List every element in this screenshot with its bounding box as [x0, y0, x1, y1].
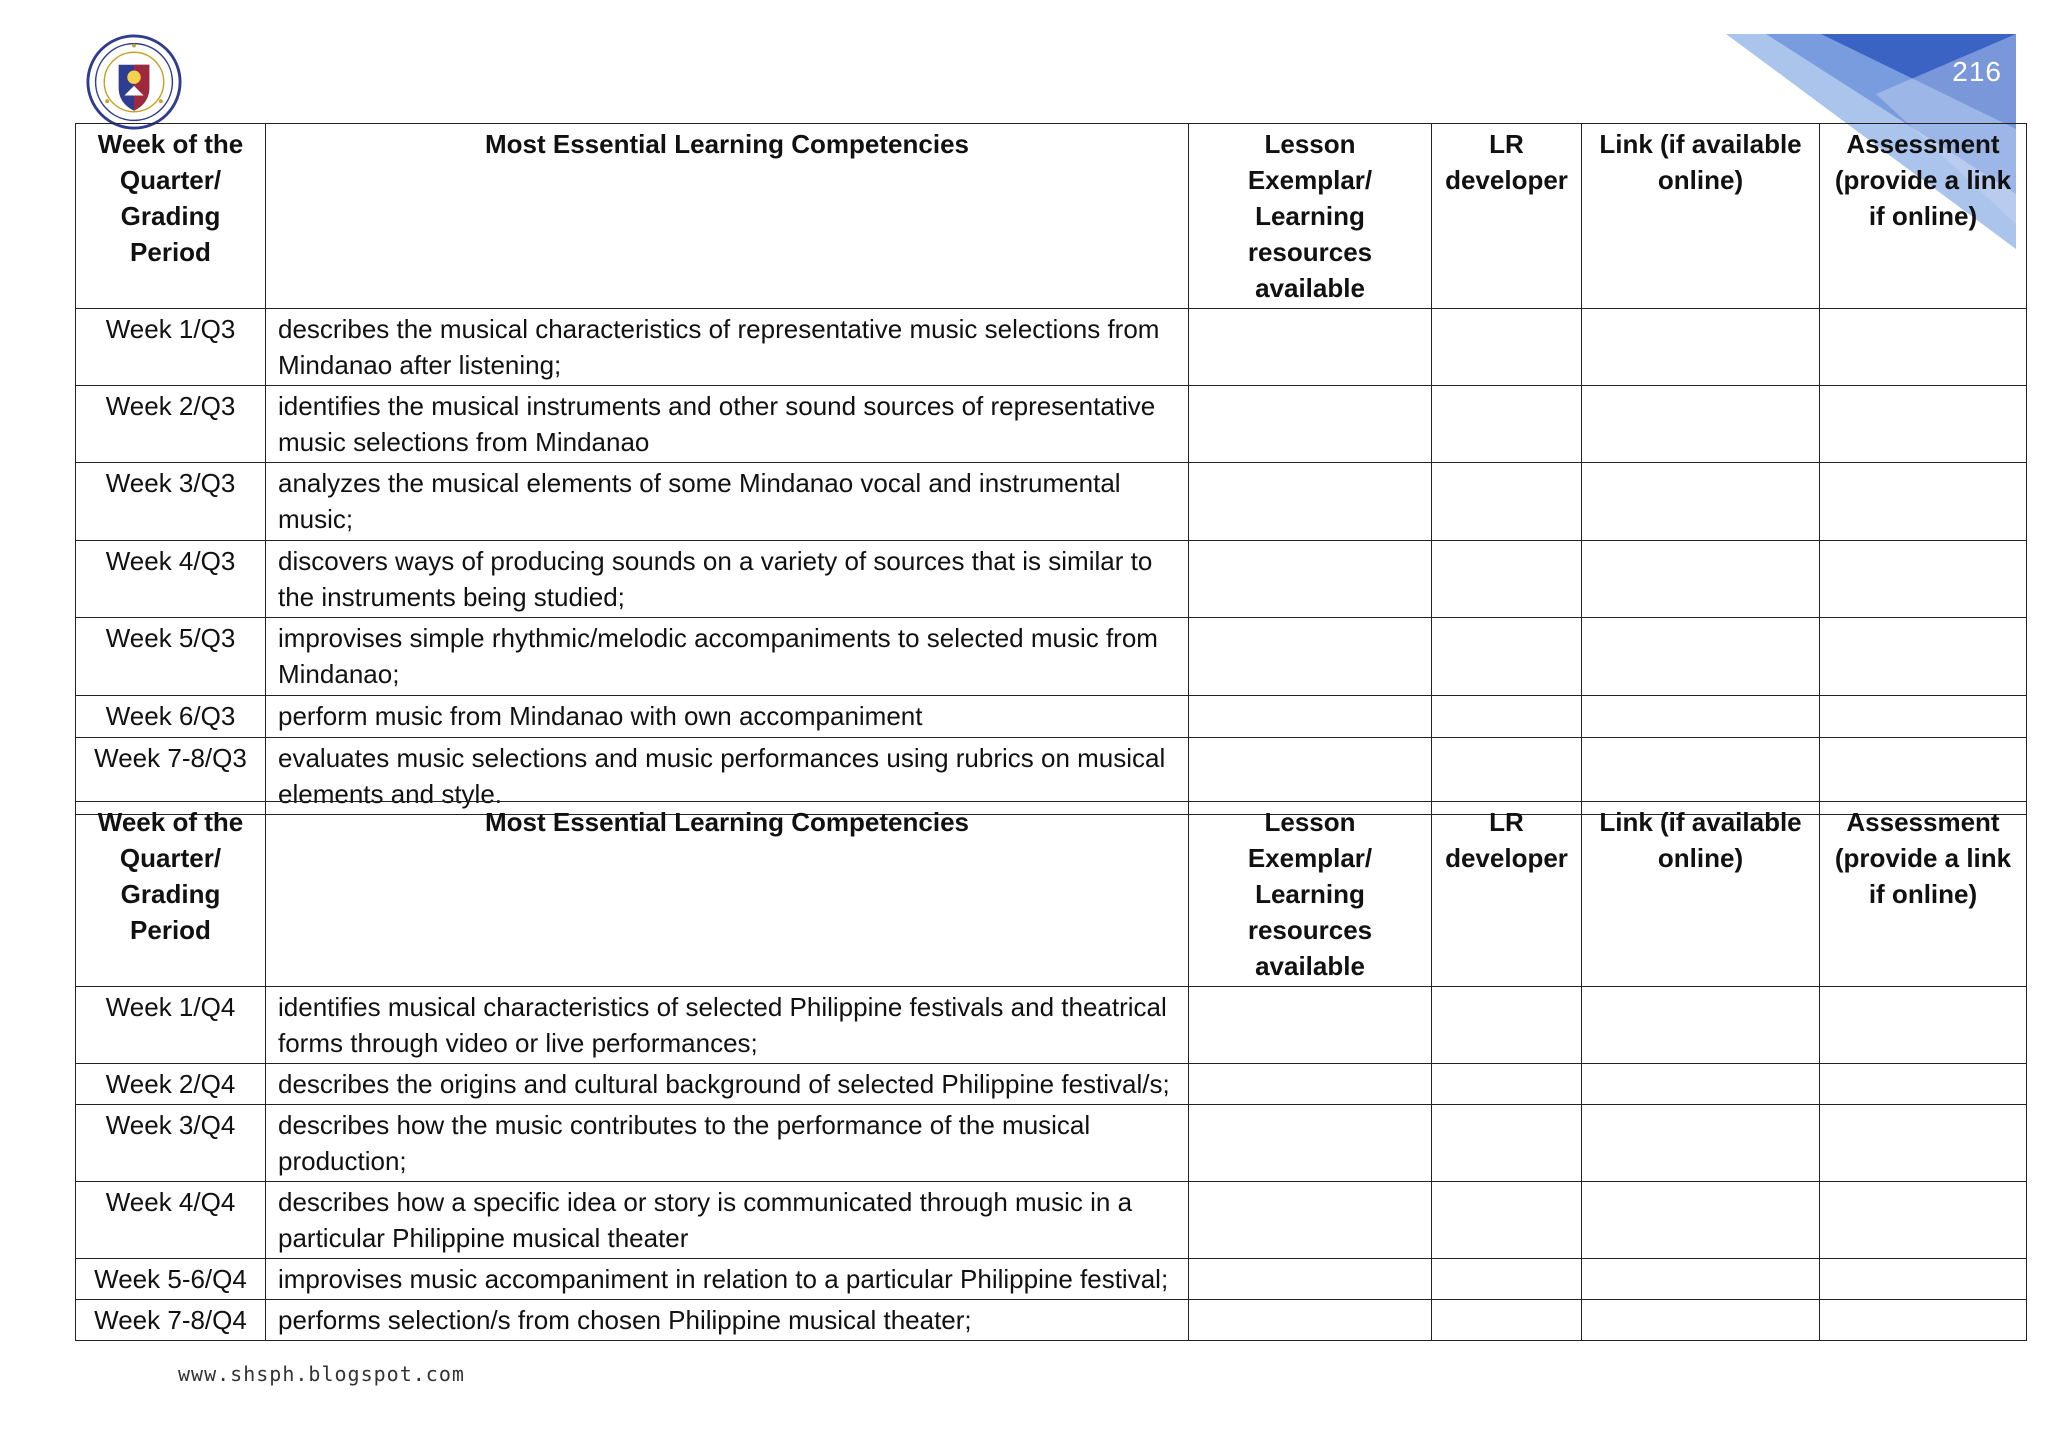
week-cell: Week 2/Q4 [76, 1064, 266, 1105]
competency-cell: evaluates music selections and music performances using rubrics on musical elements and style. [266, 738, 1189, 815]
lr-developer-cell [1432, 1064, 1582, 1105]
week-cell: Week 4/Q3 [76, 541, 266, 618]
lesson-cell [1189, 309, 1432, 386]
competency-cell: analyzes the musical elements of some Mindanao vocal and instrumental music; [266, 463, 1189, 541]
competency-table-q4 [75, 801, 2027, 1341]
link-cell [1582, 696, 1820, 738]
table-row [76, 1064, 2027, 1105]
lesson-cell [1189, 1105, 1432, 1182]
week-cell: Week 7-8/Q4 [76, 1300, 266, 1341]
lesson-cell [1189, 696, 1432, 738]
assessment-cell [1820, 1300, 2027, 1341]
column-header-assessment: Assessment (provide a link if online) [1820, 124, 2027, 309]
week-cell: Week 2/Q3 [76, 386, 266, 463]
table-row [76, 1259, 2027, 1300]
link-cell [1582, 1259, 1820, 1300]
assessment-cell [1820, 1182, 2027, 1259]
column-header-lesson-exemplar: Lesson Exemplar/ Learning resources available [1189, 124, 1432, 309]
table-header-row [76, 124, 2027, 309]
assessment-cell [1820, 386, 2027, 463]
competency-cell: describes the origins and cultural background of selected Philippine festival/s; [266, 1064, 1189, 1105]
week-cell: Week 1/Q4 [76, 987, 266, 1064]
column-header-competency: Most Essential Learning Competencies [266, 124, 1189, 309]
lesson-cell [1189, 386, 1432, 463]
footer-url: www.shsph.blogspot.com [178, 1362, 465, 1386]
lr-developer-cell [1432, 1259, 1582, 1300]
link-cell [1582, 386, 1820, 463]
week-cell: Week 5/Q3 [76, 618, 266, 696]
lesson-cell [1189, 1064, 1432, 1105]
competency-cell: perform music from Mindanao with own accompaniment [266, 696, 1189, 738]
lr-developer-cell [1432, 309, 1582, 386]
week-cell: Week 7-8/Q3 [76, 738, 266, 815]
assessment-cell [1820, 1064, 2027, 1105]
competency-table-q3 [75, 123, 2027, 815]
week-cell: Week 3/Q3 [76, 463, 266, 541]
column-header-competency: Most Essential Learning Competencies [266, 802, 1189, 987]
lr-developer-cell [1432, 987, 1582, 1064]
lr-developer-cell [1432, 1300, 1582, 1341]
lesson-cell [1189, 1300, 1432, 1341]
assessment-cell [1820, 309, 2027, 386]
link-cell [1582, 309, 1820, 386]
lr-developer-cell [1432, 696, 1582, 738]
competency-cell: improvises music accompaniment in relation to a particular Philippine festival; [266, 1259, 1189, 1300]
table-row [76, 618, 2027, 696]
lr-developer-cell [1432, 386, 1582, 463]
column-header-lr-developer: LR developer [1432, 802, 1582, 987]
link-cell [1582, 463, 1820, 541]
lesson-cell [1189, 463, 1432, 541]
assessment-cell [1820, 1259, 2027, 1300]
competency-cell: discovers ways of producing sounds on a variety of sources that is similar to the instruments being studied; [266, 541, 1189, 618]
link-cell [1582, 1105, 1820, 1182]
column-header-assessment: Assessment (provide a link if online) [1820, 802, 2027, 987]
competency-cell: describes how the music contributes to the performance of the musical production; [266, 1105, 1189, 1182]
week-cell: Week 1/Q3 [76, 309, 266, 386]
lr-developer-cell [1432, 618, 1582, 696]
column-header-link: Link (if available online) [1582, 802, 1820, 987]
table-row [76, 1300, 2027, 1341]
week-cell: Week 6/Q3 [76, 696, 266, 738]
lr-developer-cell [1432, 1105, 1582, 1182]
link-cell [1582, 1064, 1820, 1105]
competency-cell: describes the musical characteristics of representative music selections from Mindanao after listening; [266, 309, 1189, 386]
lesson-cell [1189, 618, 1432, 696]
page-number: 216 [1952, 56, 2002, 87]
assessment-cell [1820, 987, 2027, 1064]
column-header-lr-developer: LR developer [1432, 124, 1582, 309]
table-row [76, 1105, 2027, 1182]
week-cell: Week 3/Q4 [76, 1105, 266, 1182]
lesson-cell [1189, 541, 1432, 618]
week-cell: Week 5-6/Q4 [76, 1259, 266, 1300]
table-row [76, 463, 2027, 541]
table-row [76, 696, 2027, 738]
column-header-link: Link (if available online) [1582, 124, 1820, 309]
lr-developer-cell [1432, 463, 1582, 541]
link-cell [1582, 1182, 1820, 1259]
lr-developer-cell [1432, 1182, 1582, 1259]
deped-seal-logo [86, 34, 182, 130]
link-cell [1582, 1300, 1820, 1341]
link-cell [1582, 987, 1820, 1064]
week-cell: Week 4/Q4 [76, 1182, 266, 1259]
column-header-week: Week of the Quarter/ Grading Period [76, 124, 266, 309]
assessment-cell [1820, 618, 2027, 696]
assessment-cell [1820, 541, 2027, 618]
table-row [76, 541, 2027, 618]
lesson-cell [1189, 987, 1432, 1064]
assessment-cell [1820, 463, 2027, 541]
column-header-lesson-exemplar: Lesson Exemplar/ Learning resources available [1189, 802, 1432, 987]
table-header-row [76, 802, 2027, 987]
competency-cell: identifies musical characteristics of selected Philippine festivals and theatrical forms through video or live performances; [266, 987, 1189, 1064]
lesson-cell [1189, 1182, 1432, 1259]
link-cell [1582, 541, 1820, 618]
lr-developer-cell [1432, 541, 1582, 618]
lesson-cell [1189, 1259, 1432, 1300]
assessment-cell [1820, 696, 2027, 738]
assessment-cell [1820, 1105, 2027, 1182]
competency-cell: describes how a specific idea or story is communicated through music in a particular Philippine musical theater [266, 1182, 1189, 1259]
competency-cell: improvises simple rhythmic/melodic accompaniments to selected music from Mindanao; [266, 618, 1189, 696]
table-row [76, 309, 2027, 386]
table-row [76, 386, 2027, 463]
competency-cell: performs selection/s from chosen Philippine musical theater; [266, 1300, 1189, 1341]
link-cell [1582, 618, 1820, 696]
competency-cell: identifies the musical instruments and other sound sources of representative music selections from Mindanao [266, 386, 1189, 463]
table-row [76, 987, 2027, 1064]
column-header-week: Week of the Quarter/ Grading Period [76, 802, 266, 987]
table-row [76, 1182, 2027, 1259]
